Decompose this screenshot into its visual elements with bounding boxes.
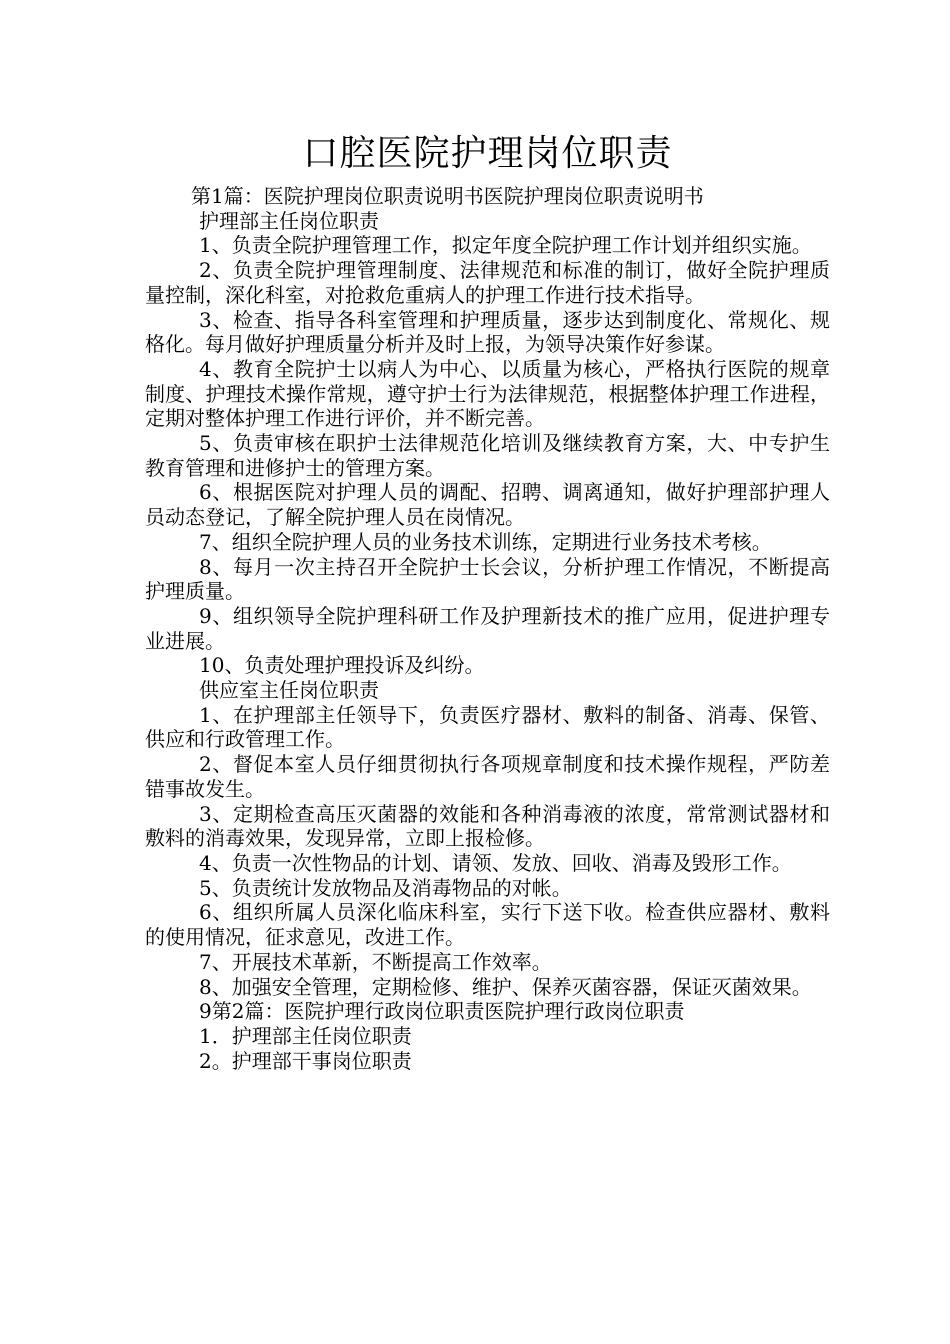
- paragraph: 5、负责统计发放物品及消毒物品的对帐。: [199, 875, 572, 900]
- paragraph: 4、负责一次性物品的计划、请领、发放、回收、消毒及毁形工作。: [199, 850, 792, 875]
- paragraph: 7、开展技术革新，不断提高工作效率。: [199, 949, 552, 974]
- paragraph: 1．护理部主任岗位职责: [199, 1023, 412, 1048]
- paragraph: 8、加强安全管理，定期检修、维护、保养灭菌容器，保证灭菌效果。: [199, 974, 812, 999]
- section-heading: 供应室主任岗位职责: [199, 678, 379, 703]
- paragraph: 4、教育全院护士以病人为中心、以质量为核心，严格执行医院的规章制度、护理技术操作常规，遵守护士行为法律规范，根据整体护理工作进程，定期对整体护理工作进行评价，并不断完善。: [145, 356, 830, 431]
- paragraph: 7、组织全院护理人员的业务技术训练，定期进行业务技术考核。: [199, 529, 772, 554]
- paragraph: 9、组织领导全院护理科研工作及护理新技术的推广应用，促进护理专业进展。: [145, 603, 830, 653]
- paragraph: 1、负责全院护理管理工作，拟定年度全院护理工作计划并组织实施。: [199, 233, 812, 258]
- paragraph: 3、定期检查高压灭菌器的效能和各种消毒液的浓度，常常测试器材和敷料的消毒效果，发现异常，立即上报检修。: [145, 801, 830, 851]
- paragraph: 5、负责审核在职护士法律规范化培训及继续教育方案，大、中专护生教育管理和进修护士的管理方案。: [145, 431, 830, 480]
- paragraph: 2。护理部干事岗位职责: [199, 1048, 412, 1073]
- section-heading: 护理部主任岗位职责: [199, 208, 379, 233]
- paragraph: 8、每月一次主持召开全院护士长会议，分析护理工作情况，不断提高护理质量。: [145, 554, 830, 604]
- paragraph: 1、在护理部主任领导下，负责医疗器材、敷料的制备、消毒、保管、供应和行政管理工作。: [145, 702, 830, 752]
- section-subtitle: 第1篇：医院护理岗位职责说明书医院护理岗位职责说明书: [191, 184, 704, 208]
- paragraph: 6、根据医院对护理人员的调配、招聘、调离通知，做好护理部护理人员动态登记，了解全院护理人员在岗情况。: [145, 480, 830, 530]
- paragraph: 6、组织所属人员深化临床科室，实行下送下收。检查供应器材、敷料的使用情况，征求意见，改进工作。: [145, 900, 830, 950]
- paragraph: 10、负责处理护理投诉及纠纷。: [199, 653, 485, 678]
- paragraph: 2、负责全院护理管理制度、法律规范和标准的制订，做好全院护理质量控制，深化科室，对抢救危重病人的护理工作进行技术指导。: [145, 258, 830, 307]
- paragraph: 9第2篇：医院护理行政岗位职责医院护理行政岗位职责: [199, 999, 685, 1024]
- document-body: [145, 184, 830, 1073]
- paragraph: 2、督促本室人员仔细贯彻执行各项规章制度和技术操作规程，严防差错事故发生。: [145, 752, 830, 801]
- document-title: 口腔医院护理岗位职责: [302, 133, 673, 174]
- paragraph: 3、检查、指导各科室管理和护理质量，逐步达到制度化、常规化、规格化。每月做好护理质量分析并及时上报，为领导决策作好参谋。: [145, 307, 830, 357]
